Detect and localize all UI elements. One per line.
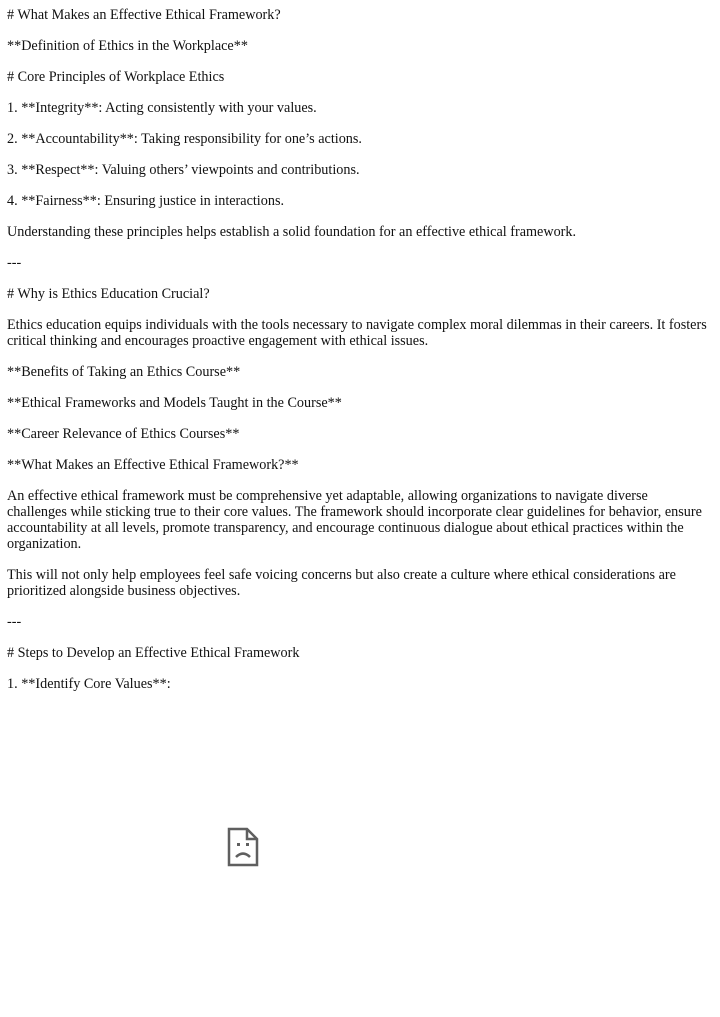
paragraph-ethics-education: Ethics education equips individuals with the tools necessary to navigate complex moral dilemmas in their careers. It fosters critical thinking and encourages proactive engagement with ethical issues. (7, 317, 707, 349)
paragraph-culture: This will not only help employees feel safe voicing concerns but also create a culture where ethical considerations are prioritized alongside business objectives. (7, 567, 676, 599)
separator: --- (7, 614, 22, 630)
heading-benefits: **Benefits of Taking an Ethics Course** (7, 364, 241, 380)
list-item-accountability: 2. **Accountability**: Taking responsibility for one’s actions. (7, 131, 362, 147)
paragraph-effective-framework: An effective ethical framework must be comprehensive yet adaptable, allowing organizations to navigate diverse challenges while sticking true to their core values. The framework should incorporate clear guidelines for behavior, ensure accountability at all levels, promote transparency, and encourage continuous dialogue about ethical practices within the organization. (7, 488, 702, 552)
document-body (7, 7, 707, 707)
heading-steps-to-develop: # Steps to Develop an Effective Ethical Framework (7, 645, 300, 661)
heading-why-ethics-education: # Why is Ethics Education Crucial? (7, 286, 210, 302)
list-item-respect: 3. **Respect**: Valuing others’ viewpoints and contributions. (7, 162, 360, 178)
paragraph-understanding-principles: Understanding these principles helps establish a solid foundation for an effective ethical framework. (7, 224, 577, 240)
heading-definition-of-ethics: **Definition of Ethics in the Workplace** (7, 38, 248, 54)
heading-frameworks-and-models: **Ethical Frameworks and Models Taught in the Course** (7, 395, 342, 411)
heading-career-relevance: **Career Relevance of Ethics Courses** (7, 426, 240, 442)
list-item-integrity: 1. **Integrity**: Acting consistently with your values. (7, 100, 317, 116)
heading-effective-framework: # What Makes an Effective Ethical Framework? (7, 7, 281, 23)
separator: --- (7, 255, 22, 271)
list-item-identify-core-values: 1. **Identify Core Values**: (7, 676, 171, 692)
list-item-fairness: 4. **Fairness**: Ensuring justice in interactions. (7, 193, 285, 209)
broken-image-icon (227, 827, 259, 867)
heading-what-makes-effective: **What Makes an Effective Ethical Framework?** (7, 457, 299, 473)
heading-core-principles: # Core Principles of Workplace Ethics (7, 69, 225, 85)
